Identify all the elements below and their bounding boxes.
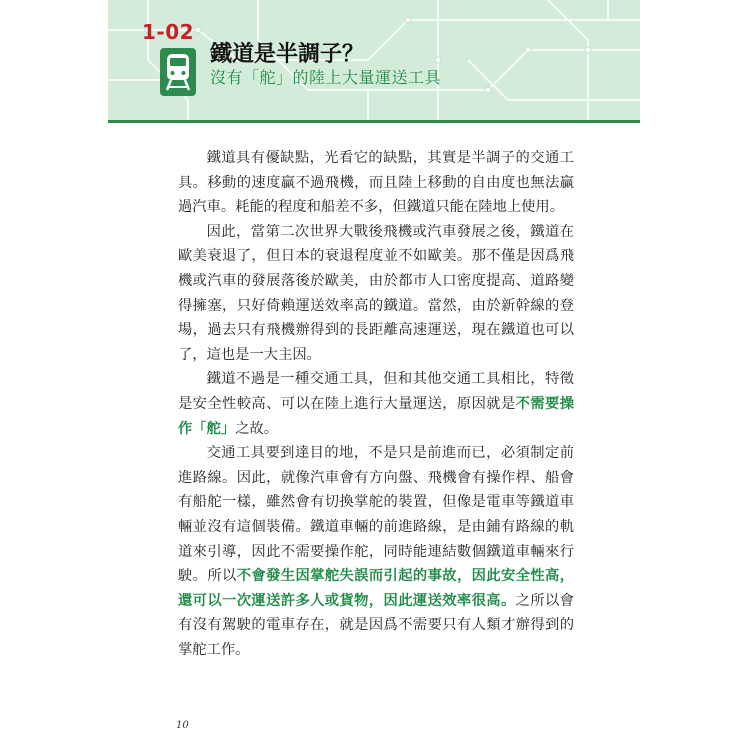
body-paragraph xyxy=(178,367,574,441)
page-number: 10 xyxy=(176,720,189,731)
body-paragraph xyxy=(178,441,574,662)
highlighted-text: 不會發生因掌舵失誤而引起的事故，因此安全性高，還可以一次運送許多人或貨物，因此運送效率很高。 xyxy=(178,568,575,609)
header-rule xyxy=(108,120,640,123)
highlighted-text: 不需要操作「舵」 xyxy=(178,395,575,437)
body-paragraph xyxy=(178,146,574,220)
text-run: 鐵道不過是一種交通工具，但和其他交通工具相比，特徵是安全性較高、可以在陸上進行大量運送，原因就是 xyxy=(178,371,574,412)
text-run: 因此，當第二次世界大戰後飛機或汽車發展之後，鐵道在歐美衰退了，但日本的衰退程度並不如歐美。那不僅是因爲飛機或汽車的發展落後於歐美，由於都市人口密度提高、道路變得擁塞，只好倚賴運送效率高的鐵道。當然，由於新幹線的登場，過去只有飛機辦得到的長距離高速運送，現在鐵道也可以了，這也是一大主因。 xyxy=(178,223,574,363)
text-run: 之故。 xyxy=(235,420,279,437)
text-run: 交通工具要到達目的地，不是只是前進而已，必須制定前進路線。因此，就像汽車會有方向盤、飛機會有操作桿、船會有船舵一樣，雖然會有切換掌舵的裝置，但像是電車等鐵道車輛並沒有這個裝備。鐵道車輛的前進路線，是由鋪有路線的軌道來引導，因此不需要操作舵，同時能連結數個鐵道車輛來行駛。所以 xyxy=(178,445,574,585)
train-icon xyxy=(160,48,196,96)
text-run: 鐵道具有優缺點，光看它的缺點，其實是半調子的交通工具。移動的速度贏不過飛機，而且陸上移動的自由度也無法贏過汽車。耗能的程度和船差不多，但鐵道只能在陸地上使用。 xyxy=(178,150,574,216)
page-title: 鐵道是半調子？ xyxy=(210,42,365,67)
text-run: 之所以會有沒有駕駛的電車存在，就是因爲不需要只有人類才辦得到的掌舵工作。 xyxy=(178,592,575,658)
page-subtitle: 沒有「舵」的陸上大量運送工具 xyxy=(210,68,442,87)
chapter-number: 1-02 xyxy=(142,20,195,44)
body-text xyxy=(178,146,574,662)
body-paragraph xyxy=(178,220,574,368)
